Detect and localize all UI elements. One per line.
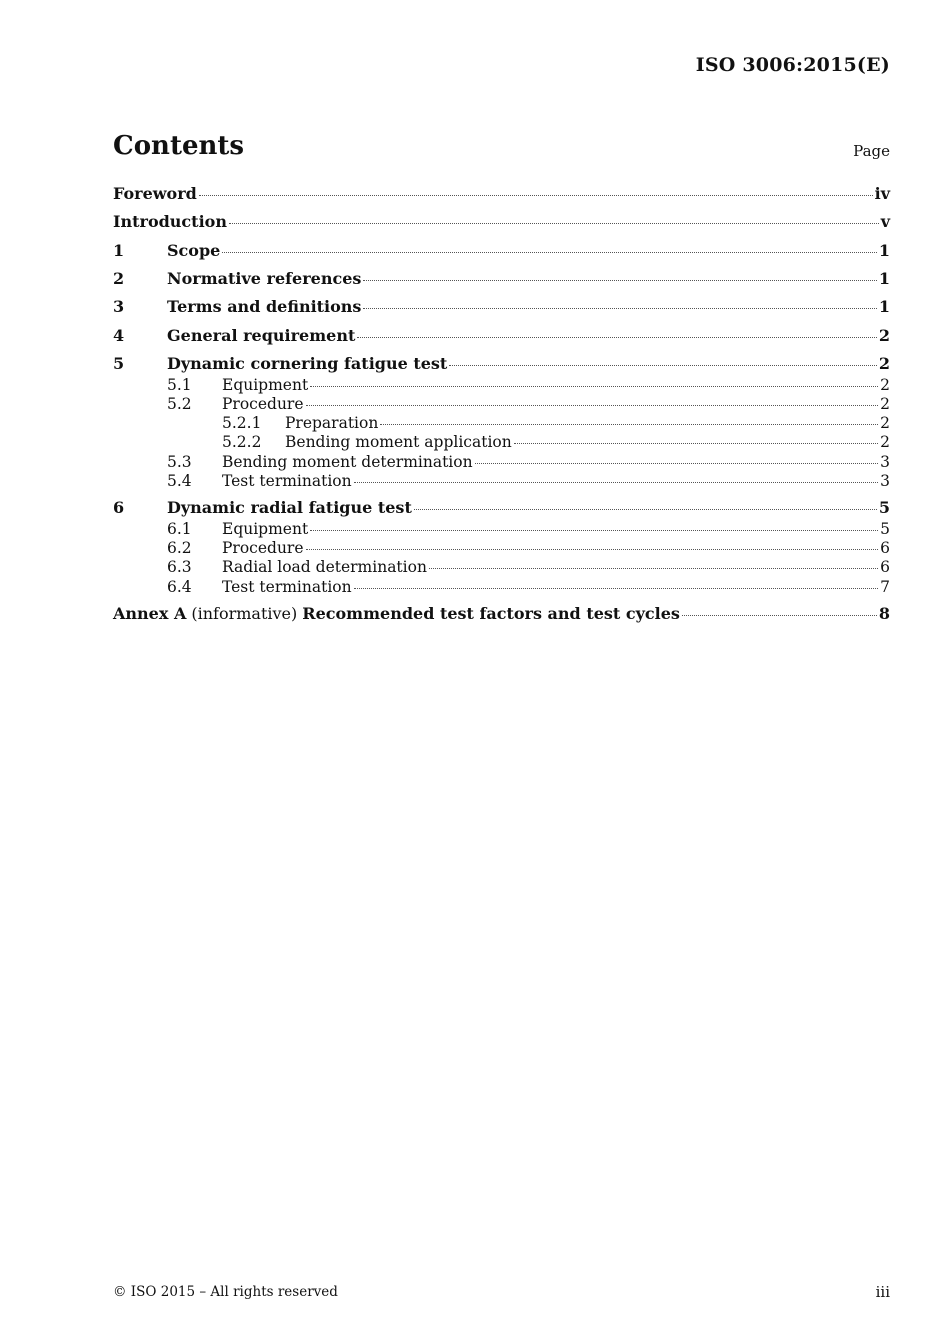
toc-entry-page: v xyxy=(880,212,890,231)
toc-entry-page: 3 xyxy=(880,472,890,490)
dot-leader xyxy=(682,615,877,616)
toc-entry-label: Equipment xyxy=(222,520,309,538)
toc-entry-5-2-1[interactable] xyxy=(113,414,890,432)
toc-entry-page: 2 xyxy=(880,414,890,432)
dot-leader xyxy=(475,463,879,464)
toc-entry-label: Preparation xyxy=(285,414,379,432)
toc-entry-label: Introduction xyxy=(113,212,227,231)
dot-leader xyxy=(306,405,879,406)
toc-entry-page: 1 xyxy=(878,269,890,288)
toc-entry-foreword[interactable] xyxy=(113,184,890,203)
toc-entry-5-3[interactable] xyxy=(113,453,890,471)
dot-leader xyxy=(354,588,879,589)
toc-entry-label: Test termination xyxy=(222,472,352,490)
toc-entry-label: Procedure xyxy=(222,539,304,557)
page-number: iii xyxy=(875,1283,890,1301)
toc-entry-page: 2 xyxy=(878,354,890,373)
toc-entry-number: 5.2 xyxy=(167,395,192,413)
toc-entry-page: iv xyxy=(874,184,890,203)
dot-leader xyxy=(363,280,876,281)
toc-entry-label: Equipment xyxy=(222,376,309,394)
toc-entry-label: Radial load determination xyxy=(222,558,427,576)
toc-entry-number: 3 xyxy=(113,297,125,316)
toc-entry-number: 1 xyxy=(113,241,125,260)
toc-entry-6-4[interactable] xyxy=(113,578,890,596)
toc-entry-page: 5 xyxy=(880,520,890,538)
toc-entry-number: 4 xyxy=(113,326,125,345)
toc-entry-clause-4[interactable] xyxy=(113,326,890,345)
toc-entry-page: 2 xyxy=(878,326,890,345)
toc-entry-number: 6 xyxy=(113,498,125,517)
dot-leader xyxy=(229,223,879,224)
toc-entry-6-1[interactable] xyxy=(113,520,890,538)
toc-entry-number: 5.1 xyxy=(167,376,192,394)
toc-entry-label: Dynamic cornering fatigue test xyxy=(167,354,448,373)
toc-entry-number: 6.3 xyxy=(167,558,192,576)
toc-entry-5-1[interactable] xyxy=(113,376,890,394)
toc-entry-label: Dynamic radial fatigue test xyxy=(167,498,412,517)
toc-entry-clause-1[interactable] xyxy=(113,241,890,260)
toc-entry-page: 2 xyxy=(880,376,890,394)
toc-entry-page: 2 xyxy=(880,395,890,413)
toc-entry-page: 5 xyxy=(878,498,890,517)
toc-entry-label: Scope xyxy=(167,241,221,260)
dot-leader xyxy=(354,482,879,483)
toc-entry-number: 6.4 xyxy=(167,578,192,596)
dot-leader xyxy=(222,252,877,253)
dot-leader xyxy=(310,386,878,387)
toc-entry-5-2[interactable] xyxy=(113,395,890,413)
toc-entry-label: Foreword xyxy=(113,184,197,203)
page-column-label: Page xyxy=(853,142,890,160)
toc-entry-page: 6 xyxy=(880,539,890,557)
toc-entry-number: 5.3 xyxy=(167,453,192,471)
dot-leader xyxy=(429,568,878,569)
dot-leader xyxy=(449,365,877,366)
annex-note: (informative) xyxy=(191,604,298,623)
toc-entry-number: 6.1 xyxy=(167,520,192,538)
toc-entry-number: 2 xyxy=(113,269,125,288)
document-id: ISO 3006:2015(E) xyxy=(695,54,890,76)
toc-entry-clause-3[interactable] xyxy=(113,297,890,316)
toc-entry-page: 7 xyxy=(880,578,890,596)
toc-entry-introduction[interactable] xyxy=(113,212,890,231)
contents-title: Contents xyxy=(113,131,245,161)
toc-entry-label: Bending moment application xyxy=(285,433,512,451)
copyright-notice: © ISO 2015 – All rights reserved xyxy=(113,1284,338,1300)
toc-entry-label: General requirement xyxy=(167,326,356,345)
toc-entry-annex-a[interactable] xyxy=(113,604,890,623)
annex-title: Recommended test factors and test cycles xyxy=(302,604,680,623)
toc-entry-label: Terms and definitions xyxy=(167,297,362,316)
toc-entry-label: Procedure xyxy=(222,395,304,413)
toc-entry-5-4[interactable] xyxy=(113,472,890,490)
dot-leader xyxy=(306,549,879,550)
toc-entry-number: 5.4 xyxy=(167,472,192,490)
toc-entry-number: 5.2.2 xyxy=(222,433,262,451)
toc-entry-6-3[interactable] xyxy=(113,558,890,576)
toc-entry-number: 6.2 xyxy=(167,539,192,557)
toc-entry-page: 1 xyxy=(878,241,890,260)
toc-entry-clause-5[interactable] xyxy=(113,354,890,373)
toc-entry-page: 2 xyxy=(880,433,890,451)
toc-entry-label: Bending moment determination xyxy=(222,453,473,471)
toc-entry-page: 6 xyxy=(880,558,890,576)
toc-entry-6-2[interactable] xyxy=(113,539,890,557)
toc-entry-number: 5 xyxy=(113,354,125,373)
toc-entry-page: 8 xyxy=(878,604,890,623)
toc-entry-page: 1 xyxy=(878,297,890,316)
dot-leader xyxy=(380,424,878,425)
toc-entry-clause-6[interactable] xyxy=(113,498,890,517)
toc-entry-5-2-2[interactable] xyxy=(113,433,890,451)
toc-entry-clause-2[interactable] xyxy=(113,269,890,288)
dot-leader xyxy=(514,443,878,444)
toc-entry-label: Test termination xyxy=(222,578,352,596)
toc-entry-number: 5.2.1 xyxy=(222,414,262,432)
dot-leader xyxy=(414,509,877,510)
dot-leader xyxy=(357,337,877,338)
dot-leader xyxy=(199,195,873,196)
annex-prefix: Annex A xyxy=(113,604,187,623)
dot-leader xyxy=(363,308,876,309)
toc-entry-page: 3 xyxy=(880,453,890,471)
dot-leader xyxy=(310,530,878,531)
toc-entry-label: Normative references xyxy=(167,269,362,288)
